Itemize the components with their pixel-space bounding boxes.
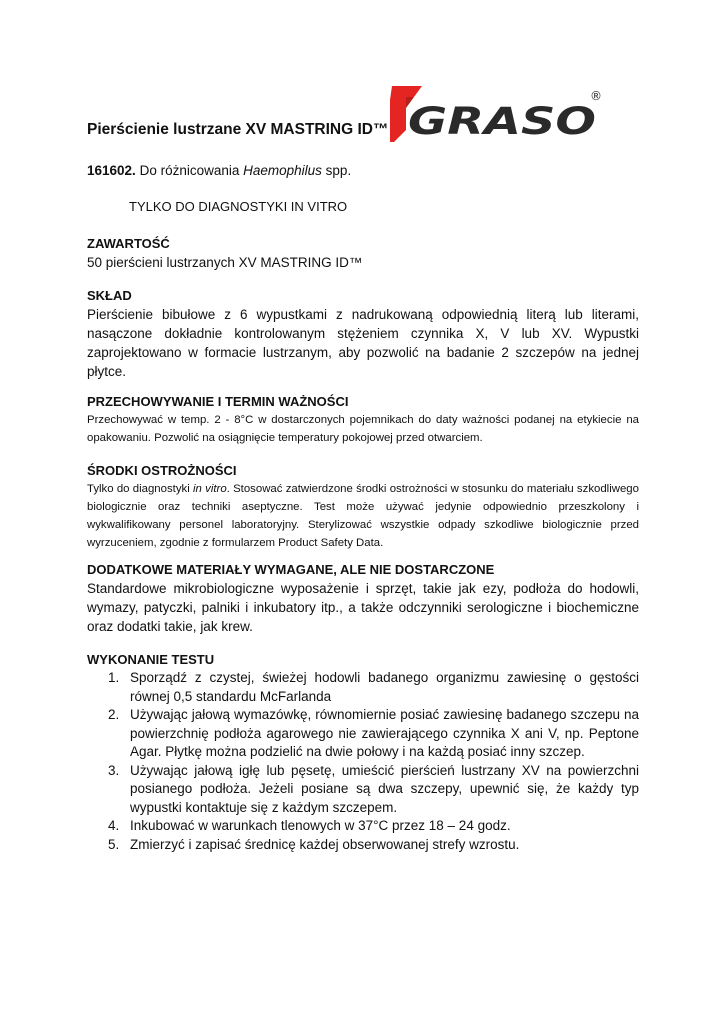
section-text <box>87 480 639 552</box>
section-text: Pierścienie bibułowe z 6 wypustkami z nadrukowaną odpowiednią literą lub literami, nasączone dokładnie kontrolowanym stężeniem czynnika X, V lub XV. Wypustki zaprojektowano w formacie lustrzanym, aby pozwolić na badanie 2 szczepów na jednej płytce. <box>87 307 639 379</box>
precaution-text-before: Tylko do diagnostyki <box>87 483 194 495</box>
section-heading: SKŁAD <box>87 288 132 303</box>
procedure-step <box>87 669 639 706</box>
step-number: 3. <box>108 762 120 778</box>
step-text: Używając jałową wymazówkę, równomiernie posiać zawiesinę badanego szczepu na powierzchnię podłoża agarowego nie zawierającego czynnika X ani V, np. Peptone Agar. Płytkę można podzielić na dwie połowy i na każdą posiać inny szczep. <box>130 707 639 759</box>
svg-text:®: ® <box>590 89 602 103</box>
section-dodatkowe-materialy <box>87 561 639 636</box>
step-number: 4. <box>108 818 120 833</box>
section-heading: DODATKOWE MATERIAŁY WYMAGANE, ALE NIE DOSTARCZONE <box>87 562 495 577</box>
step-text: Inkubować w warunkach tlenowych w 37°C przez 18 – 24 godz. <box>130 818 511 833</box>
organism-name: Haemophilus <box>243 163 322 178</box>
procedure-step <box>87 817 639 836</box>
section-zawartosc <box>87 235 639 272</box>
step-text: Zmierzyć i zapisać średnicę każdej obserwowanej strefy wzrostu. <box>130 836 520 852</box>
section-heading: ZAWARTOŚĆ <box>87 236 170 251</box>
step-number: 2. <box>108 707 120 722</box>
procedure-step <box>87 762 639 818</box>
procedure-steps <box>87 669 639 854</box>
section-sklad <box>87 287 639 381</box>
procedure-step <box>87 706 639 762</box>
intro-line <box>87 163 639 178</box>
intro-text-before: Do różnicowania <box>135 163 244 178</box>
step-text: Używając jałową igłę lub pęsetę, umieścić pierścień lustrzany XV na powierzchni posianego podłoża. Jeżeli posiane są dwa szczepy, upewnić się, że każdy typ wypustki kontaktuje się z każdym szczepem. <box>130 762 639 815</box>
ivd-notice: TYLKO DO DIAGNOSTYKI IN VITRO <box>129 199 348 214</box>
section-srodki-ostroznosci <box>87 462 639 552</box>
precaution-text-after: . Stosować zatwierdzone środki ostrożności w stosunku do materiału szkodliwego biologicznie oraz techniki aseptyczne. Test może używać jedynie odpowiednio przeszkolony i wykwalifikowany personel laboratoryjny. Sterylizować wszystkie odpady szkodliwe biologicznie przed wyrzuceniem, zgodnie z formularzem Product Safety Data. <box>87 483 639 549</box>
section-text: Przechowywać w temp. 2 - 8°C w dostarczonych pojemnikach do daty ważności podanej na etykiecie na opakowaniu. Pozwolić na osiągnięcie temperatury pokojowej przed otwarciem. <box>87 414 639 444</box>
step-text: Sporządź z czystej, świeżej hodowli badanego organizmu zawiesinę o gęstości równej 0,5 standardu McFarlanda <box>130 670 639 704</box>
section-heading: WYKONANIE TESTU <box>87 652 215 667</box>
section-wykonanie-testu <box>87 651 639 854</box>
step-number: 1. <box>108 670 120 685</box>
precaution-italic: in vitro <box>193 483 227 495</box>
intro-text-after: spp. <box>321 163 352 178</box>
section-text: Standardowe mikrobiologiczne wyposażenie i sprzęt, takie jak ezy, podłoża do hodowli, wymazy, patyczki, palniki i inkubatory itp., a także odczynniki serologiczne i biochemiczne oraz dodatki takie, jak krew. <box>87 581 639 634</box>
graso-logo-graphic <box>386 86 602 142</box>
section-przechowywanie <box>87 393 639 447</box>
product-code: 161602. <box>87 163 136 178</box>
section-heading: PRZECHOWYWANIE I TERMIN WAŻNOŚCI <box>87 394 349 409</box>
svg-text:GRASO: GRASO <box>408 100 596 142</box>
page-title: Pierścienie lustrzane XV MASTRING ID™ <box>87 121 389 138</box>
step-number: 5. <box>108 836 120 852</box>
procedure-step <box>87 836 639 855</box>
graso-logo <box>386 86 602 142</box>
section-heading: ŚRODKI OSTROŻNOŚCI <box>87 463 237 478</box>
section-text: 50 pierścieni lustrzanych XV MASTRING ID™ <box>87 255 363 270</box>
